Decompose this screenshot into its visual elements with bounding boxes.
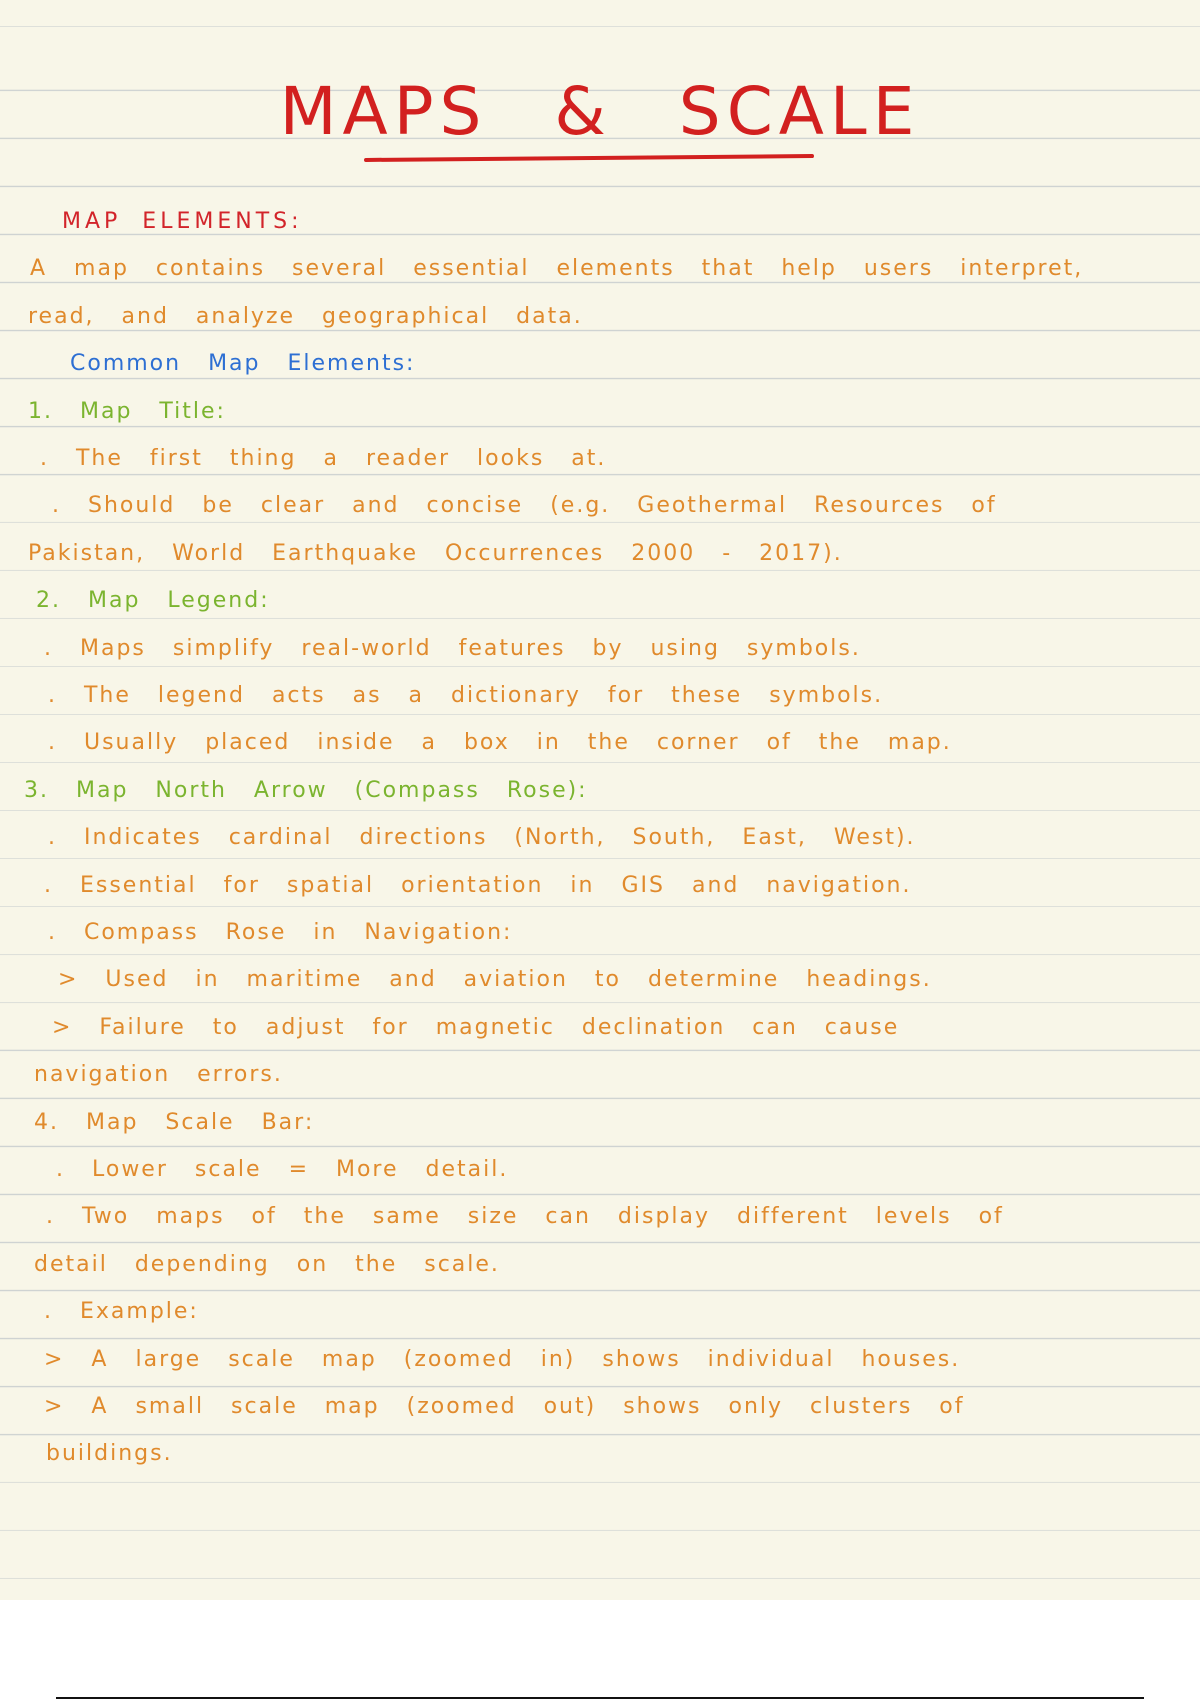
note-line: . Essential for spatial orientation in GIS and navigation. [44,872,912,898]
note-line: . Lower scale = More detail. [56,1157,509,1182]
note-line: . Indicates cardinal directions (North, South, East, West). [48,825,916,851]
note-line: . Two maps of the same size can display different levels of [46,1204,1004,1230]
note-line: . Should be clear and concise (e.g. Geothermal Resources of [52,493,997,519]
note-line: read, and analyze geographical data. [28,303,583,329]
note-line: A map contains several essential elements that help users interpret, [30,256,1084,282]
page-title: MAPS & SCALE [279,73,921,150]
note-line: buildings. [46,1441,173,1467]
note-line: > Used in maritime and aviation to determine headings. [58,967,932,993]
note-line: . Maps simplify real-world features by using symbols. [44,635,861,661]
note-line: . Compass Rose in Navigation: [48,920,513,945]
note-line: detail depending on the scale. [34,1251,500,1277]
note-line: Common Map Elements: [70,351,416,377]
note-line: . The legend acts as a dictionary for these symbols. [48,683,884,708]
note-line: > A small scale map (zoomed out) shows only clusters of [44,1394,965,1419]
note-line: 4. Map Scale Bar: [34,1109,315,1135]
note-line: > Failure to adjust for magnetic declination can cause [52,1014,900,1040]
note-line: 2. Map Legend: [36,588,270,614]
note-line: Pakistan, World Earthquake Occurrences 2000 - 2017). [28,540,843,566]
note-line: . The first thing a reader looks at. [40,446,607,471]
note-line: . Example: [44,1299,199,1325]
page-bottom-rule [56,1697,1144,1699]
note-line: > A large scale map (zoomed in) shows individual houses. [44,1346,961,1372]
note-line: MAP ELEMENTS: [62,209,303,234]
note-line: navigation errors. [34,1062,283,1088]
note-line: 1. Map Title: [28,398,226,424]
note-line: 3. Map North Arrow (Compass Rose): [24,777,588,803]
note-line: . Usually placed inside a box in the corner of the map. [48,730,952,756]
title-underline [364,154,814,162]
